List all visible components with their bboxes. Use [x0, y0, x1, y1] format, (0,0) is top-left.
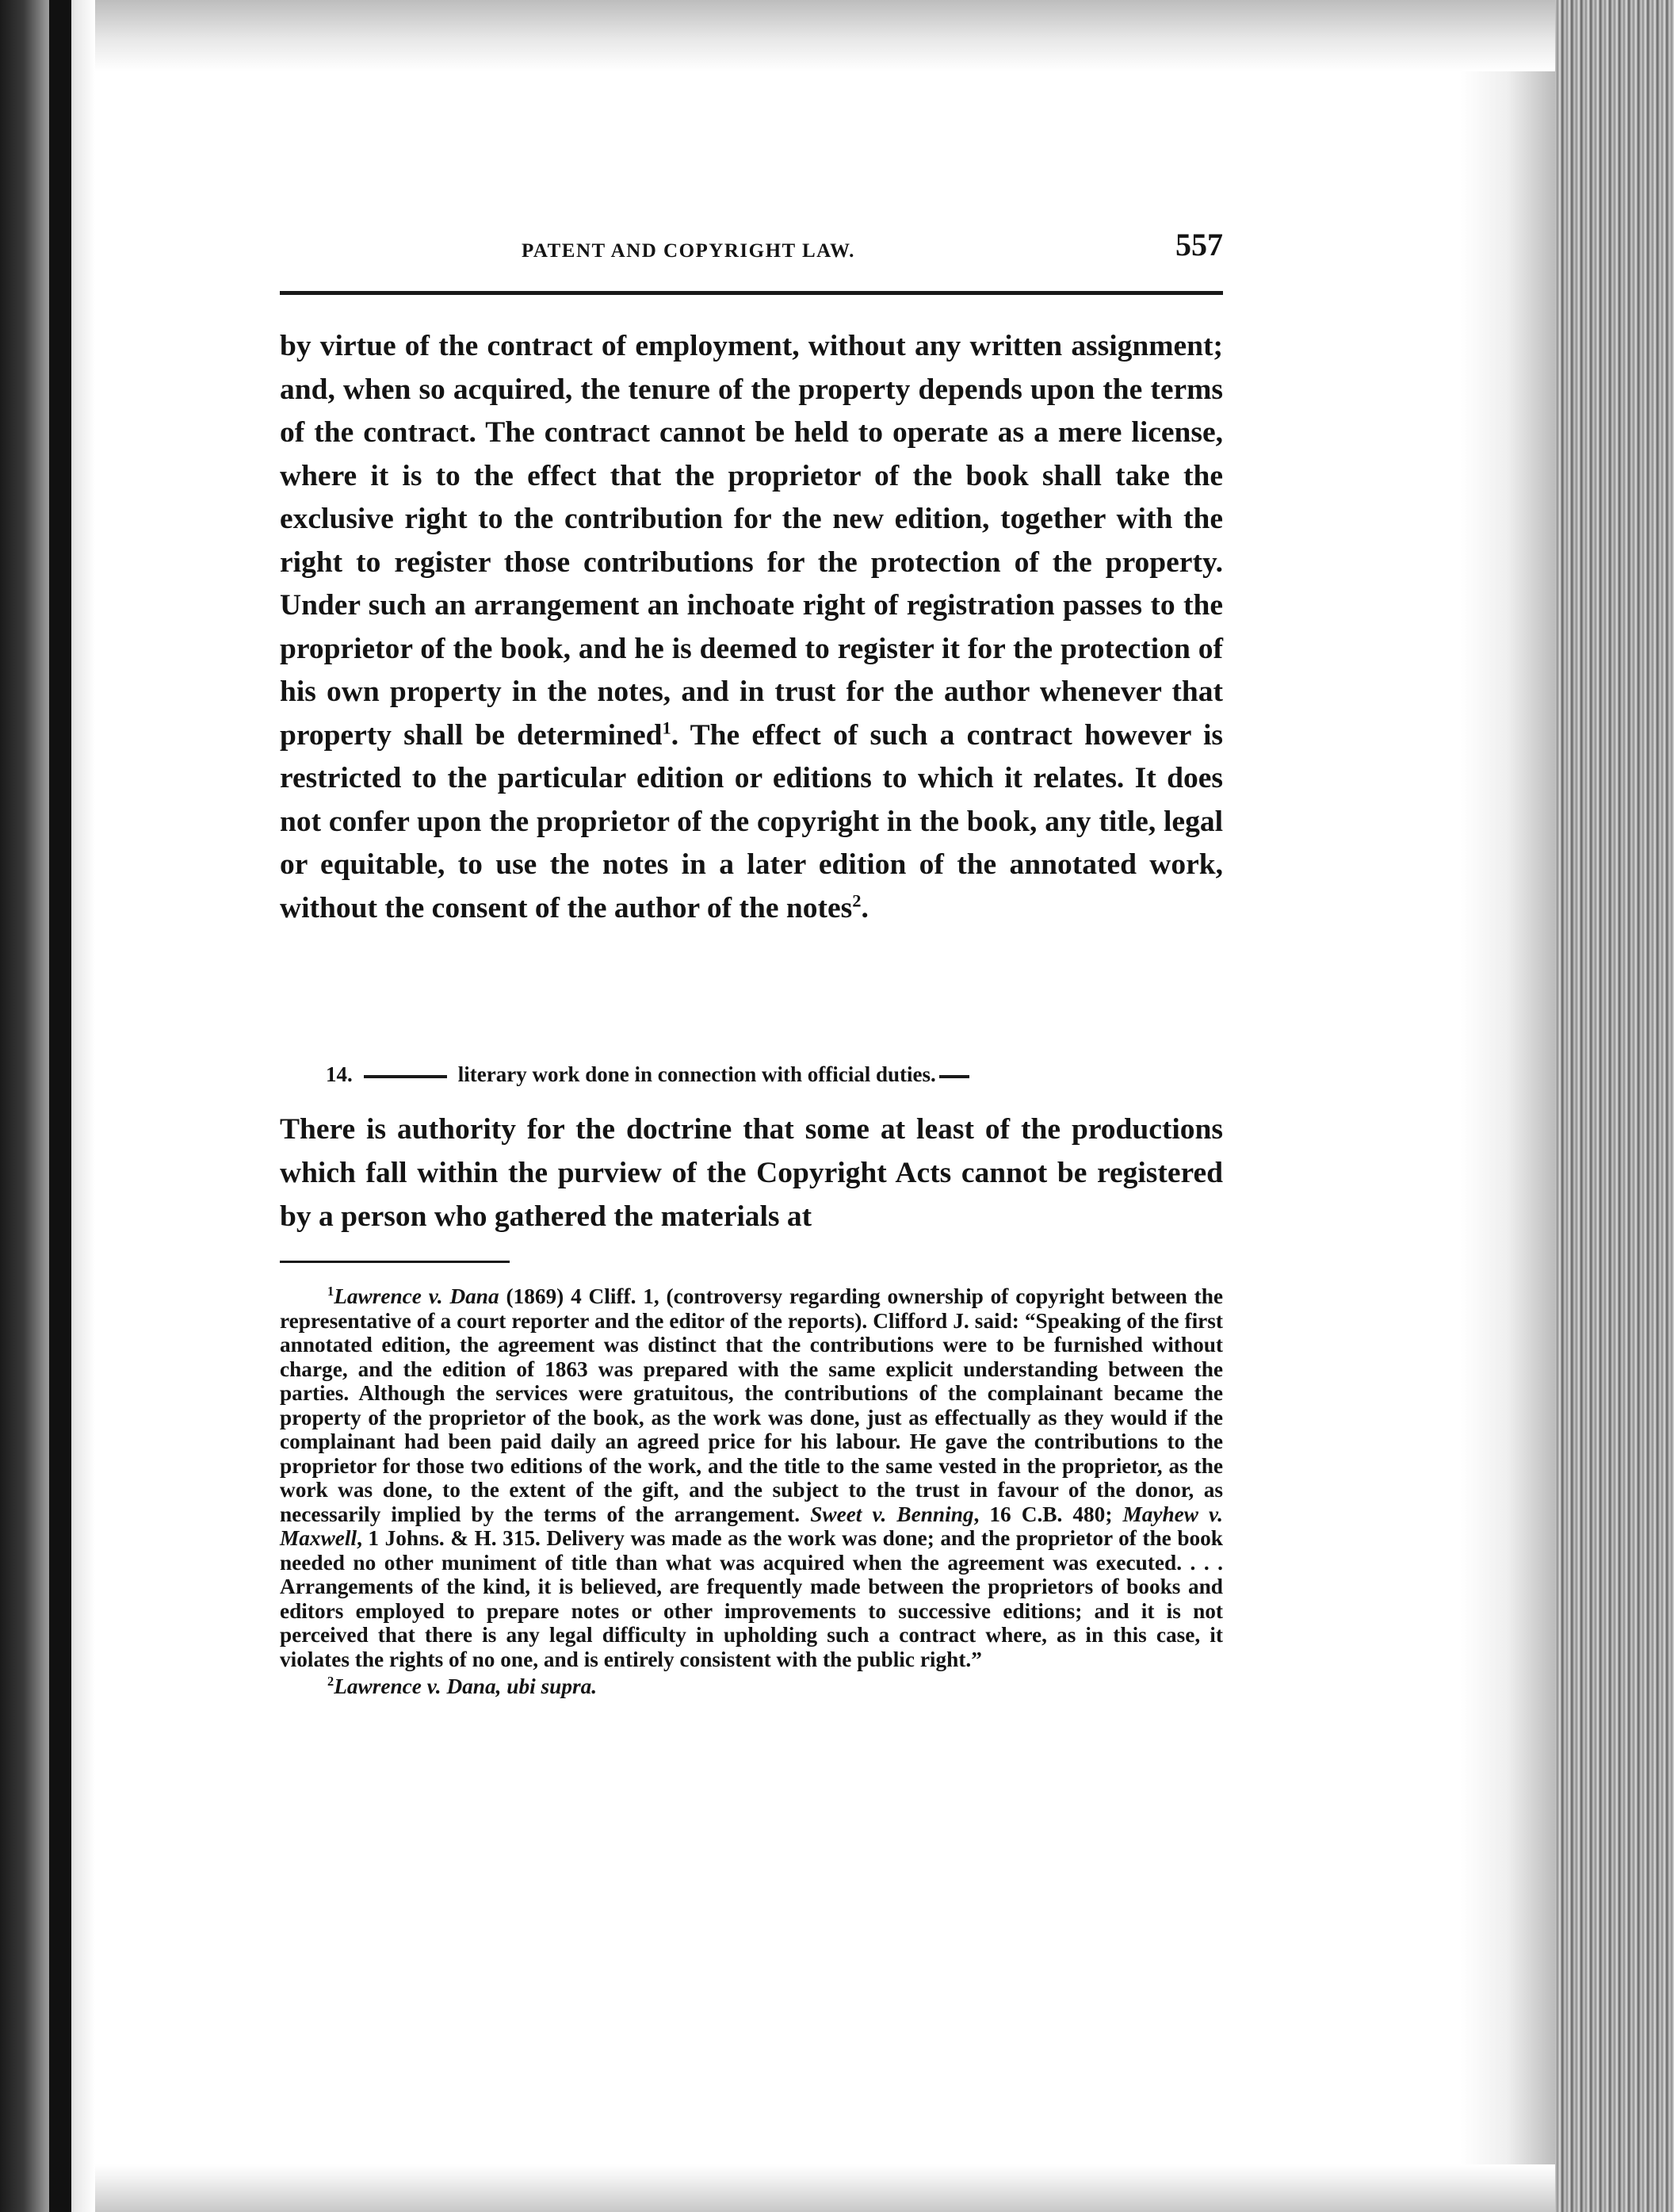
footnote-1-case-2: Sweet v. Benning — [810, 1502, 974, 1526]
footnotes — [280, 1284, 1223, 1699]
header-rule — [280, 291, 1223, 295]
footnote-1-marker: 1 — [327, 1283, 334, 1299]
main-paragraph — [280, 325, 1223, 930]
page-number: 557 — [1175, 227, 1223, 262]
running-head — [280, 226, 1223, 274]
scan-binding-shadow-left — [0, 0, 95, 2212]
footnote-2-marker: 2 — [327, 1673, 334, 1689]
footnote-1-text-b: , 16 C.B. 480; — [973, 1502, 1123, 1526]
paragraph-text — [280, 325, 1223, 930]
footnote-ref-2: 2 — [852, 890, 862, 910]
footnote-1-text-a: (1869) 4 Cliff. 1, (controversy regarding ownership of copyright between the representative of a court reporter and the editor of the reports). Clifford J. said: “Speaking of the first annotated edition, the agreement was distinct that the contributions were to be furnished without charge, and the edition of 1863 was prepared with the same explicit understanding between the parties. Although the services were gratuitous, the contributions of the complainant became the property of the proprietor of the book, as the work was done, just as effectually as they would if the complainant had been paid daily an agreed price for his labour. He gave the contributions to the proprietor for those two editions of the work, and the title to the same vested in the proprietor, as the work was done, to the extent of the gift, and the subject to the trust in favour of the donor, as necessarily implied by the terms of the arrangement. — [280, 1284, 1223, 1526]
footnote-2 — [280, 1674, 1223, 1699]
heading-dash — [364, 1075, 447, 1078]
footnote-2-text: Lawrence v. Dana, ubi supra. — [334, 1674, 598, 1698]
paragraph-part-a: by virtue of the contract of employment, without any written assignment; and, when so acquired, the tenure of the property depends upon the terms of the contract. The contract cannot be held to operate as a mere license, where it is to the effect that the proprietor of the book shall take the exclusive right to the contribution for the new edition, together with the right to register those contributions for the protection of the property. Under such an arrangement an inchoate right of registration passes to the proprietor of the book, and he is deemed to register it for the protection of his own property in the notes, and in trust for the author whenever that property shall be determined — [280, 330, 1223, 752]
running-title: PATENT AND COPYRIGHT LAW. — [522, 240, 855, 262]
section-title: literary work done in connection with official duties. — [457, 1062, 936, 1086]
scan-page-edges-right — [1555, 0, 1674, 2212]
section-number: 14. — [326, 1062, 353, 1086]
footnote-ref-1: 1 — [662, 718, 671, 737]
paragraph-part-c: . — [861, 891, 869, 924]
section-heading — [326, 1062, 969, 1087]
footnote-1-text-c: , 1 Johns. & H. 315. Delivery was made as the work was done; and the proprietor of the book needed no other muniment of title than what was acquired when the agreement was executed. . . . Arrangements of the kind, it is believed, are frequently made between the proprietors of books and editors employed to prepare notes or other improvements to successive editions; and it is not perceived that there is any legal difficulty in upholding such a contract where, as in this case, it violates the rights of no one, and is entirely consistent with the public right.” — [280, 1526, 1223, 1671]
footnote-1 — [280, 1284, 1223, 1671]
footnote-rule — [280, 1261, 510, 1263]
paragraph-part-b: . The effect of such a contract however is restricted to the particular edition or editions to which it relates. It does not confer upon the proprietor of the copyright in the book, any title, legal or equitable, to use the notes in a later edition of the annotated work, without the consent of the author of the notes — [280, 718, 1223, 924]
scan-shadow-right — [1460, 0, 1555, 2212]
heading-dash-trailing — [939, 1075, 969, 1078]
scan-spine-edge — [49, 0, 71, 2212]
footnote-1-case: Lawrence v. Dana — [334, 1284, 499, 1308]
scan-shadow-top — [95, 0, 1555, 71]
scan-shadow-bottom — [95, 2164, 1555, 2212]
section-paragraph: There is authority for the doctrine that some at least of the productions which fall within the purview of the Copyright Acts cannot be registered by a person who gathered the materials at — [280, 1113, 1223, 1233]
footnote-1-case-3: Mayhew v. Maxwell — [280, 1502, 1223, 1550]
book-page — [280, 226, 1223, 1698]
